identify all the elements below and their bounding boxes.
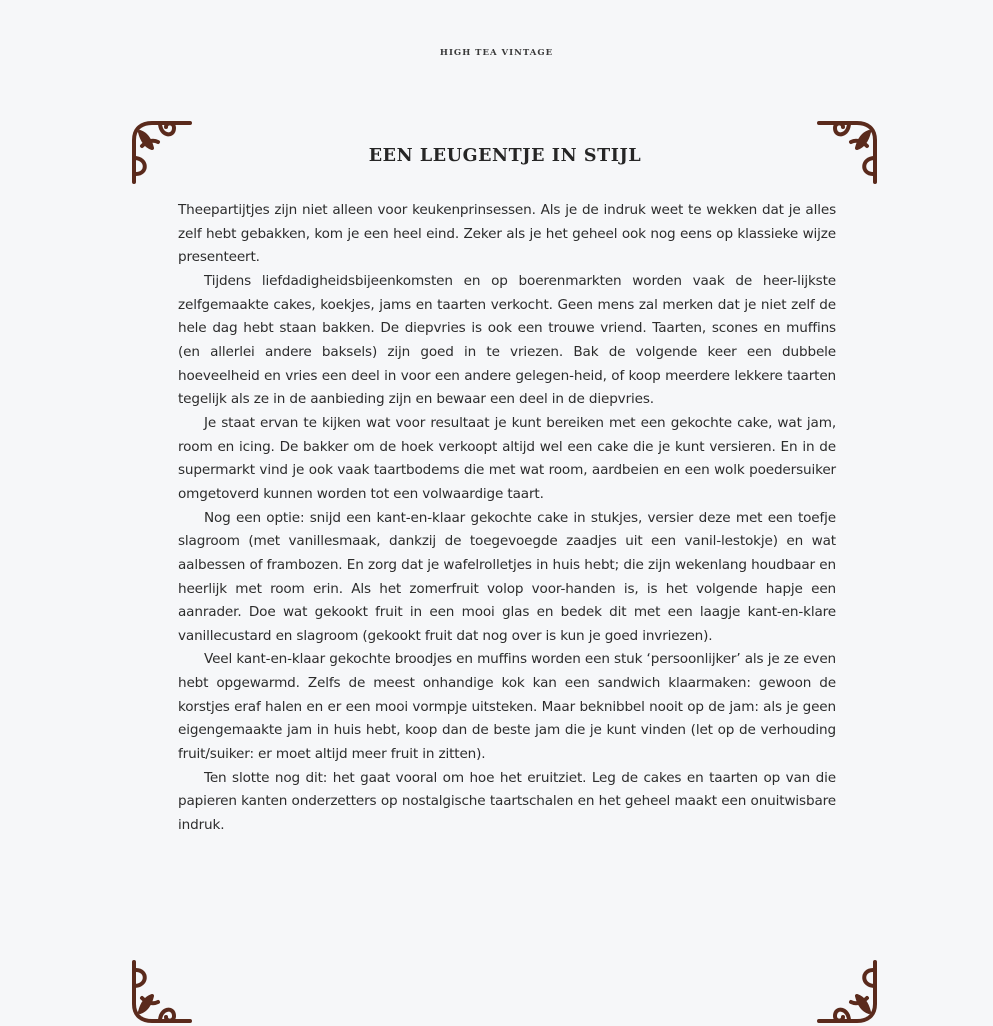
paragraph: Theepartijtjes zijn niet alleen voor keukenprinsessen. Als je de indruk weet te wekken dat je alles zelf hebt gebakken, kom je een heel eind. Zeker als je het geheel ook nog eens op klassieke wijze presenteert. bbox=[178, 202, 836, 266]
corner-ornament-bottom-left-icon bbox=[128, 960, 194, 1026]
corner-ornament-bottom-right-icon bbox=[815, 960, 881, 1026]
running-head: HIGH TEA VINTAGE bbox=[439, 48, 554, 58]
article-body bbox=[178, 199, 836, 838]
article-title: EEN LEUGENTJE IN STIJL bbox=[368, 146, 642, 166]
paragraph: Tijdens liefdadigheidsbijeenkomsten en op boerenmarkten worden vaak de heer-lijkste zelfgemaakte cakes, koekjes, jams en taarten verkocht. Geen mens zal merken dat je niet zelf de hele dag hebt staan bakken. De diepvries is ook een trouwe vriend. Taarten, scones en muffins (en allerlei andere baksels) zijn goed in te vriezen. Bak de volgende keer een dubbele hoeveelheid en vries een deel in voor een andere gelegen-heid, of koop meerdere lekkere taarten tegelijk als ze in de aanbieding zijn en bewaar een deel in de diepvries. bbox=[178, 272, 836, 408]
paragraph: Veel kant-en-klaar gekochte broodjes en muffins worden een stuk ‘persoonlijker’ als je ze even hebt opgewarmd. Zelfs de meest onhandige kok kan een sandwich klaarmaken: gewoon de korstjes eraf halen en er een mooi vormpje uitsteken. Maar beknibbel nooit op de jam: als je geen eigengemaakte jam in huis hebt, koop dan de beste jam die je kunt vinden (let op de verhouding fruit/suiker: er moet altijd meer fruit in zitten). bbox=[178, 651, 836, 763]
paragraph: Nog een optie: snijd een kant-en-klaar gekochte cake in stukjes, versier deze met een toefje slagroom (met vanillesmaak, dankzij de toegevoegde zaadjes uit een vanil-lestokje) en wat aalbessen of frambozen. En zorg dat je wafelrolletjes in huis hebt; die zijn wekenlang houdbaar en heerlijk met room erin. Als het zomerfruit volop voor-handen is, is het volgende hapje een aanrader. Doe wat gekookt fruit in een mooi glas en bedek dit met een laagje kant-en-klare vanillecustard en slagroom (gekookt fruit dat nog over is kun je goed invriezen). bbox=[178, 509, 836, 644]
paragraph: Ten slotte nog dit: het gaat vooral om hoe het eruitziet. Leg de cakes en taarten op van die papieren kanten onderzetters op nostalgische taartschalen en het geheel maakt een onuitwisbare indruk. bbox=[178, 769, 836, 834]
paragraph: Je staat ervan te kijken wat voor resultaat je kunt bereiken met een gekochte cake, wat jam, room en icing. De bakker om de hoek verkoopt altijd wel een cake die je kunt versieren. En in de supermarkt vind je ook vaak taartbodems die met wat room, aardbeien en een wolk poedersuiker omgetoverd kunnen worden tot een volwaardige taart. bbox=[178, 414, 836, 502]
